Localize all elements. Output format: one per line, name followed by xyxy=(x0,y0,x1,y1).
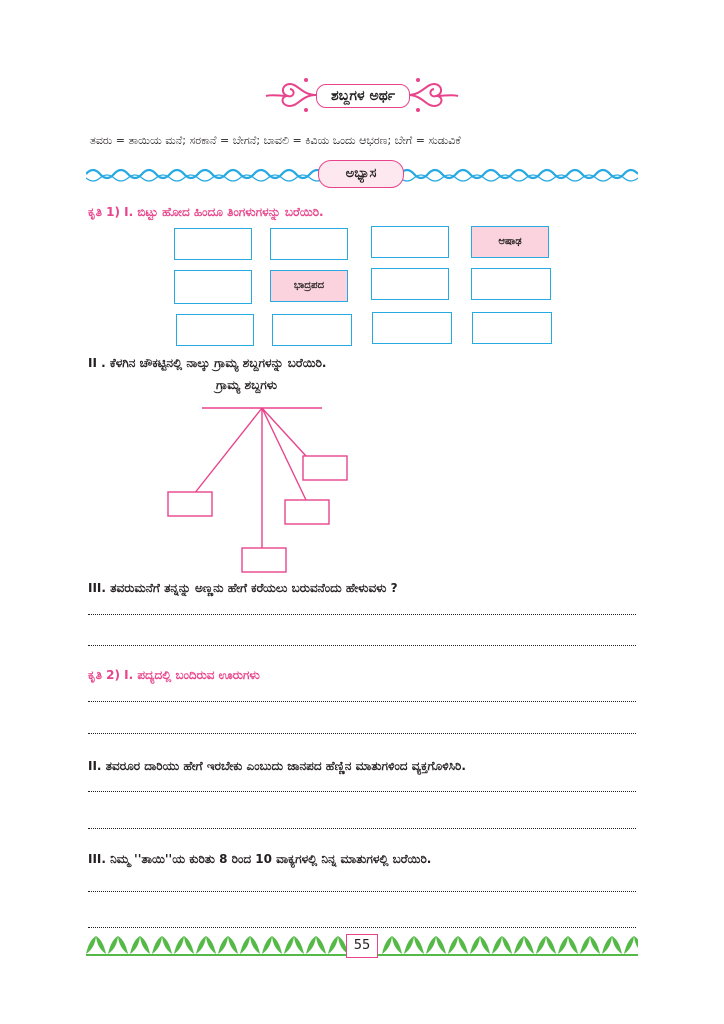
task1-label: ಕೃತಿ 1) xyxy=(88,205,120,219)
answer-line[interactable] xyxy=(88,889,636,892)
tree-answer-box[interactable] xyxy=(242,548,286,572)
tree-answer-box[interactable] xyxy=(303,456,347,480)
answer-line[interactable] xyxy=(88,826,636,829)
month-box[interactable] xyxy=(270,228,348,260)
month-box[interactable] xyxy=(471,268,551,300)
word-meanings: ತವರು = ತಾಯಿಯ ಮನೆ; ಸರಕಾನೆ = ಬೇಗನೆ; ಬಾವಲಿ = ಕಿವಿಯ ಒಂದು ಆಭರಣ; ಬೇಗೆ = ಸುಡುವಿಕೆ xyxy=(90,134,461,147)
answer-line[interactable] xyxy=(88,699,636,702)
task1-question3: III. ತವರುಮನೆಗೆ ತನ್ನನ್ನು ಅಣ್ಣನು ಹೇಗೆ ಕರೆಯಲು ಬರುವನೆಂದು ಹೇಳುವಳು ? xyxy=(88,581,398,595)
task1-q1-text: I. ಬಿಟ್ಟು ಹೋದ ಹಿಂದೂ ತಿಂಗಳುಗಳನ್ನು ಬರೆಯಿರಿ. xyxy=(124,205,324,219)
answer-line[interactable] xyxy=(88,643,636,646)
task1-question1 xyxy=(88,205,324,220)
task2-question1 xyxy=(88,668,260,683)
month-box: ಭಾದ್ರಪದ xyxy=(270,270,348,302)
task2-label: ಕೃತಿ 2) xyxy=(88,668,120,682)
month-box[interactable] xyxy=(372,312,452,344)
task2-question3: III. ನಿಮ್ಮ ''ತಾಯಿ''ಯ ಕುರಿತು 8 ರಿಂದ 10 ವಾಕ್ಯಗಳಲ್ಲಿ ನಿನ್ನ ಮಾತುಗಳಲ್ಲಿ ಬರೆಯಿರಿ. xyxy=(88,852,432,866)
task1-question2: II . ಕೆಳಗಿನ ಚೌಕಟ್ಟಿನಲ್ಲಿ ನಾಲ್ಕು ಗ್ರಾಮ್ಯ ಶಬ್ದಗಳನ್ನು ಬರೆಯಿರಿ. xyxy=(88,356,327,370)
month-box[interactable] xyxy=(371,226,449,258)
tree-answer-box[interactable] xyxy=(285,500,329,524)
practice-heading: ಅಭ್ಯಾಸ xyxy=(318,160,404,188)
month-box[interactable] xyxy=(174,270,252,304)
month-box: ಆಷಾಢ xyxy=(471,226,549,258)
month-box[interactable] xyxy=(272,314,352,346)
word-tree-diagram xyxy=(160,398,360,578)
answer-line[interactable] xyxy=(88,612,636,615)
tree-answer-box[interactable] xyxy=(168,492,212,516)
month-box[interactable] xyxy=(174,228,252,260)
tree-label: ಗ್ರಾಮ್ಯ ಶಬ್ದಗಳು xyxy=(216,378,278,392)
month-box[interactable] xyxy=(371,268,449,300)
month-box[interactable] xyxy=(472,312,552,344)
page-number: 55 xyxy=(346,934,378,958)
task2-question2: II. ತವರೂರ ದಾರಿಯು ಹೇಗೆ ಇರಬೇಕು ಎಂಬುದು ಜಾನಪದ ಹೆಣ್ಣಿನ ಮಾತುಗಳಿಂದ ವ್ಯಕ್ತಗೊಳಿಸಿರಿ. xyxy=(88,759,466,773)
answer-line[interactable] xyxy=(88,789,636,792)
answer-line[interactable] xyxy=(88,731,636,734)
task2-q1-text: I. ಪದ್ಯದಲ್ಲಿ ಬಂದಿರುವ ಊರುಗಳು xyxy=(124,668,260,682)
answer-line[interactable] xyxy=(88,925,636,928)
page-title: ಶಬ್ದಗಳ ಅರ್ಥ xyxy=(316,84,410,108)
month-box[interactable] xyxy=(176,314,254,346)
